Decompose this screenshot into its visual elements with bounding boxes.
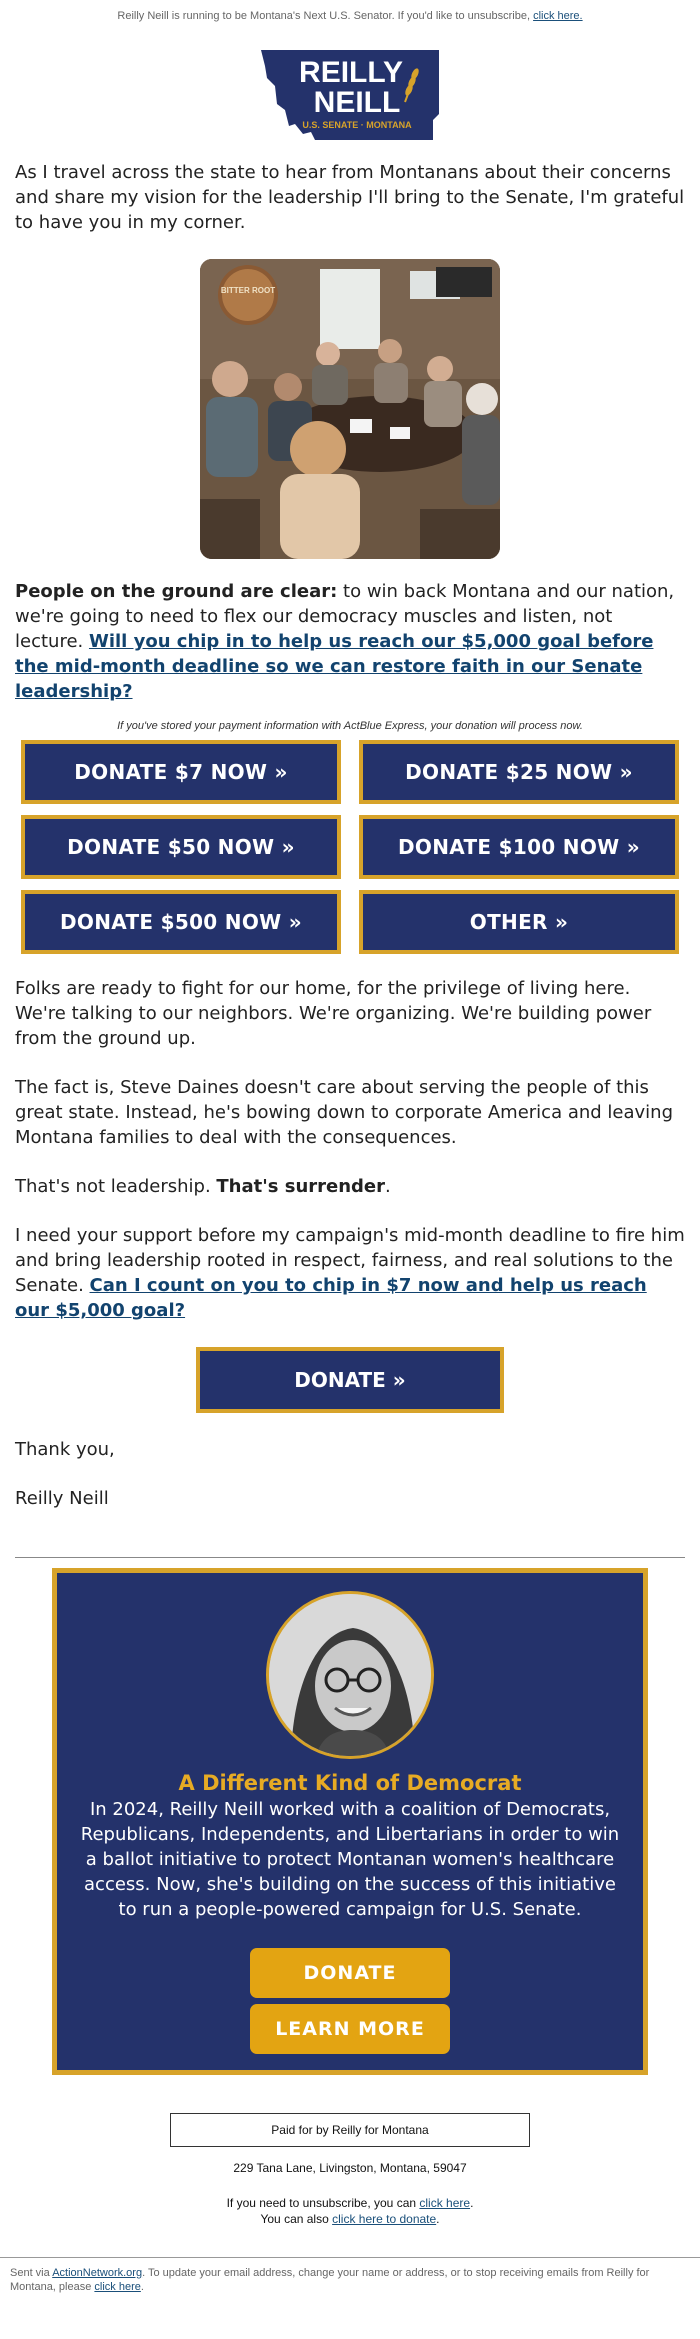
bio-card	[52, 1568, 648, 2075]
donate-footer-text: You can also	[260, 2212, 333, 2226]
support-paragraph	[15, 1223, 685, 1323]
intro-paragraph: As I travel across the state to hear from Montanans about their concerns and share my vision for the leadership I'll bring to the Senate, I'm grateful to have you in my corner.	[15, 162, 685, 233]
preheader-text: Reilly Neill is running to be Montana's Next U.S. Senator. If you'd like to unsubscribe,	[117, 10, 534, 22]
actblue-note: If you've stored your payment information with ActBlue Express, your donation will process now.	[117, 720, 583, 732]
footer-text-1: Sent via	[10, 2267, 53, 2279]
closing-text: Thank you,	[15, 1439, 115, 1460]
montana-logo-icon	[255, 44, 445, 146]
manage-email-link[interactable]: click here	[94, 2281, 141, 2293]
support-text: I need your support before my campaign's mid-month deadline to fire him and bring leadership rooted in respect, fairness, and real solutions to the Senate.	[15, 1225, 685, 1296]
surrender-text: That's not leadership.	[15, 1176, 217, 1197]
donate-100-button[interactable]: DONATE $100 NOW »	[359, 815, 679, 879]
signature-text: Reilly Neill	[15, 1488, 109, 1509]
footer: Sent via ActionNetwork.org. To update your email address, change your name or address, or to stop receiving emails from Reilly for Montana, please click here.	[10, 2267, 650, 2293]
ground-bold: People on the ground are clear:	[15, 581, 338, 602]
ground-paragraph	[15, 579, 685, 704]
count-on-you-link[interactable]: Can I count on you to chip in $7 now and help us reach our $5,000 goal?	[15, 1275, 647, 1321]
unsubscribe-footer-link[interactable]: click here	[419, 2196, 471, 2210]
donate-50-button[interactable]: DONATE $50 NOW »	[21, 815, 341, 879]
surrender-paragraph	[15, 1174, 685, 1199]
surrender-bold: That's surrender	[216, 1176, 386, 1197]
donate-main-button[interactable]: DONATE »	[196, 1347, 504, 1413]
logo-tagline: U.S. SENATE · MONTANA	[302, 120, 412, 130]
unsubscribe-link[interactable]: click here.	[533, 10, 583, 22]
footer-text-2: . To update your email address, change your name or address, or to stop receiving emails from Reilly for Montana, please	[10, 2267, 650, 2293]
bio-text: In 2024, Reilly Neill worked with a coalition of Democrats, Republicans, Independents, and Libertarians in order to win a ballot initiative to protect Montanan women's healthcare access. Now, she's building on the success of this initiative to run a people-powered campaign for U.S. Senate.	[80, 1799, 620, 1920]
donate-other-button[interactable]: OTHER »	[359, 890, 679, 954]
portrait-icon	[269, 1594, 434, 1759]
donate-grid	[0, 740, 700, 954]
avatar	[266, 1591, 434, 1759]
divider	[15, 1557, 685, 1558]
chip-in-link[interactable]: Will you chip in to help us reach our $5,000 goal before the mid-month deadline so we can restore faith in our Senate leadership?	[15, 631, 654, 702]
unsubscribe-block: If you need to unsubscribe, you can click here. You can also click here to donate.	[226, 2196, 474, 2226]
paid-for-box: Paid for by Reilly for Montana	[170, 2113, 530, 2147]
preheader	[0, 0, 700, 30]
ground-text: to win back Montana and our nation, we're going to need to flex our democracy muscles and listen, not lecture.	[15, 581, 675, 652]
donate-25-button[interactable]: DONATE $25 NOW »	[359, 740, 679, 804]
donate-7-button[interactable]: DONATE $7 NOW »	[21, 740, 341, 804]
donate-footer-link[interactable]: click here to donate	[332, 2212, 437, 2226]
campaign-photo	[200, 259, 500, 559]
actionnetwork-link[interactable]: ActionNetwork.org	[52, 2267, 143, 2279]
photo-sign-text: BITTER ROOT	[220, 286, 276, 295]
learn-more-button[interactable]: LEARN MORE	[250, 2004, 450, 2054]
surrender-end: .	[385, 1176, 391, 1197]
logo-line1: REILLY	[299, 56, 403, 89]
daines-paragraph: The fact is, Steve Daines doesn't care about serving the people of this great state. Instead, he's bowing down to corporate America and leaving Montana families to deal with the consequences.	[15, 1077, 673, 1148]
donate-500-button[interactable]: DONATE $500 NOW »	[21, 890, 341, 954]
folks-paragraph: Folks are ready to fight for our home, for the privilege of living here. We're talking to our neighbors. We're organizing. We're building power from the ground up.	[15, 978, 652, 1049]
logo-line2: NEILL	[313, 86, 401, 119]
bio-title: A Different Kind of Democrat	[178, 1771, 522, 1795]
unsub-text: If you need to unsubscribe, you can	[226, 2196, 420, 2210]
group-meeting-photo-icon	[200, 259, 500, 559]
logo	[0, 30, 700, 160]
mailing-address: 229 Tana Lane, Livingston, Montana, 59047	[233, 2161, 467, 2175]
bio-donate-button[interactable]: DONATE	[250, 1948, 450, 1998]
